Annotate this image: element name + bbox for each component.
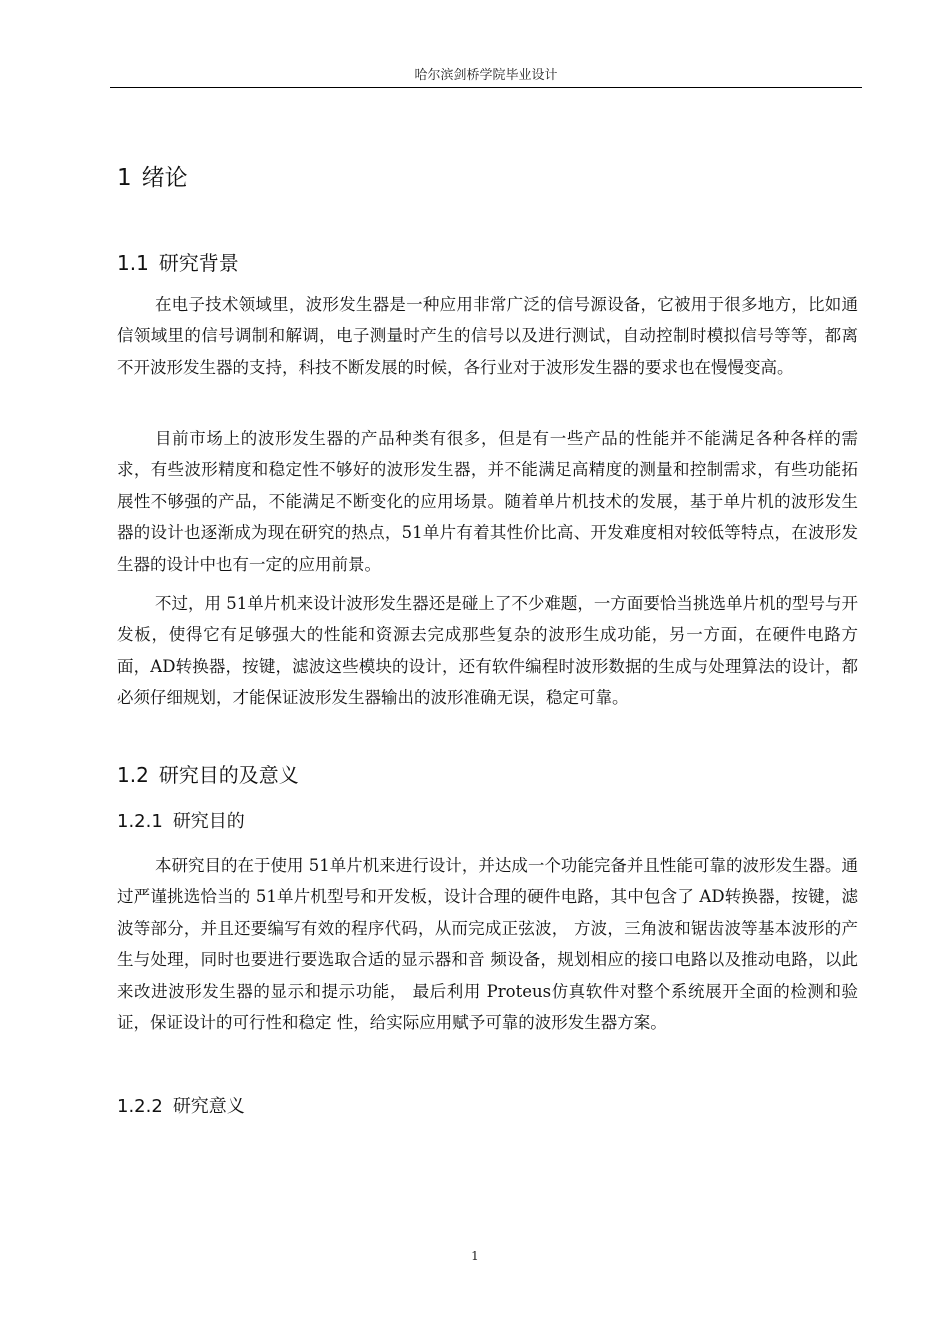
subsection-number: 1.2.1 xyxy=(117,811,163,832)
body-paragraph: 本研究目的在于使用 51单片机来进行设计，并达成一个功能完备并且性能可靠的波形发生器。通过严谨挑选恰当的 51单片机型号和开发板，设计合理的硬件电路，其中包含了 AD转换器，按键，滤波等部分，并且还要编写有效的程序代码，从而完成正弦波， 方波，三角波和锯齿波等基本波形的产生与处理，同时也要进行要选取合适的显示器和音 频设备，规划相应的接口电路以及推动电路，以此来改进波形发生器的显示和提示功能， 最后利用 Proteus仿真软件对整个系统展开全面的检测和验证，保证设计的可行性和稳定 性，给实际应用赋予可靠的波形发生器方案。 xyxy=(117,856,858,1033)
section-title: 研究背景 xyxy=(158,251,239,275)
section-title: 研究目的及意义 xyxy=(158,763,299,787)
subsection-heading-1-2-1 xyxy=(117,810,245,834)
subsection-title: 研究目的 xyxy=(172,811,245,832)
page-header: 哈尔滨剑桥学院毕业设计 xyxy=(414,68,558,83)
chapter-number: 1 xyxy=(117,165,132,191)
page-number: 1 xyxy=(471,1249,479,1263)
subsection-number: 1.2.2 xyxy=(117,1096,163,1117)
section-heading-1-1 xyxy=(117,250,239,276)
body-paragraph: 不过，用 51单片机来设计波形发生器还是碰上了不少难题，一方面要恰当挑选单片机的型号与开发板，使得它有足够强大的性能和资源去完成那些复杂的波形生成功能，另一方面，在硬件电路方面，AD转换器，按键，滤波这些模块的设计，还有软件编程时波形数据的生成与处理算法的设计，都必须仔细规划，才能保证波形发生器输出的波形准确无误，稳定可靠。 xyxy=(117,594,858,708)
section-number: 1.1 xyxy=(117,251,149,275)
body-paragraph: 目前市场上的波形发生器的产品种类有很多，但是有一些产品的性能并不能满足各种各样的需求，有些波形精度和稳定性不够好的波形发生器，并不能满足高精度的测量和控制需求，有些功能拓展性不够强的产品，不能满足不断变化的应用场景。随着单片机技术的发展，基于单片机的波形发生器的设计也逐渐成为现在研究的热点，51单片有着其性价比高、开发难度相对较低等特点，在波形发生器的设计中也有一定的应用前景。 xyxy=(117,429,858,574)
section-heading-1-2 xyxy=(117,762,299,788)
chapter-heading xyxy=(117,163,188,193)
section-number: 1.2 xyxy=(117,763,149,787)
subsection-title: 研究意义 xyxy=(172,1096,245,1117)
chapter-title: 绪论 xyxy=(141,165,188,191)
header-rule xyxy=(110,87,862,88)
body-paragraph: 在电子技术领域里，波形发生器是一种应用非常广泛的信号源设备，它被用于很多地方，比如通信领域里的信号调制和解调，电子测量时产生的信号以及进行测试，自动控制时模拟信号等等，都离不开波形发生器的支持，科技不断发展的时候，各行业对于波形发生器的要求也在慢慢变高。 xyxy=(117,295,858,377)
subsection-heading-1-2-2 xyxy=(117,1095,245,1119)
